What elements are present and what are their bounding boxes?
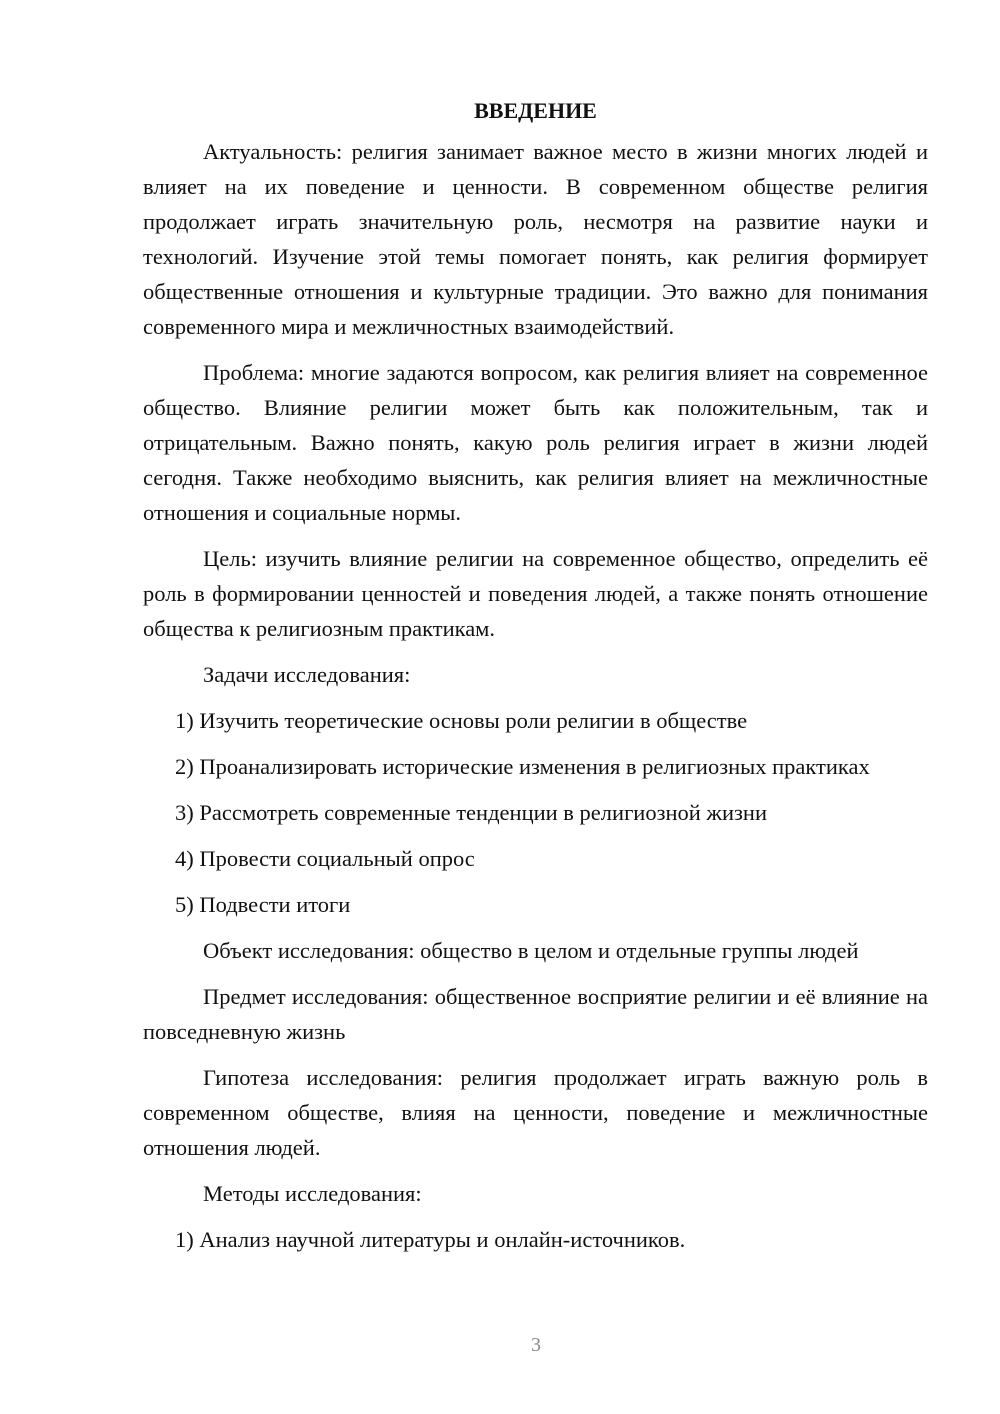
task-item: 2) Проанализировать исторические изменения в религиозных практиках <box>175 754 870 779</box>
page-body <box>143 93 928 1268</box>
tasks-heading: Задачи исследования: <box>203 662 411 687</box>
task-item: 5) Подвести итоги <box>175 892 351 917</box>
relevance-paragraph: Актуальность: религия занимает важное место в жизни многих людей и влияет на их поведение и ценности. В современном обществе религия продолжает играть значительную роль, несмотря на развитие науки и технологий. Изучение этой темы помогает понять, как религия формирует общественные отношения и культурные традиции. Это важно для понимания современного мира и межличностных взаимодействий. <box>143 139 928 339</box>
goal-paragraph: Цель: изучить влияние религии на современное общество, определить её роль в формировании ценностей и поведения людей, а также понять отношение общества к религиозным практикам. <box>143 546 928 641</box>
object-paragraph: Объект исследования: общество в целом и отдельные группы людей <box>203 938 859 963</box>
task-item: 3) Рассмотреть современные тенденции в религиозной жизни <box>175 800 767 825</box>
section-title: ВВЕДЕНИЕ <box>474 98 597 123</box>
method-item: 1) Анализ научной литературы и онлайн-источников. <box>175 1227 686 1252</box>
methods-heading: Методы исследования: <box>203 1181 422 1206</box>
page-number: 3 <box>531 1334 541 1356</box>
hypothesis-paragraph: Гипотеза исследования: религия продолжает играть важную роль в современном обществе, влияя на ценности, поведение и межличностные отношения людей. <box>143 1065 928 1160</box>
task-item: 1) Изучить теоретические основы роли религии в обществе <box>175 708 748 733</box>
problem-paragraph: Проблема: многие задаются вопросом, как религия влияет на современное общество. Влияние религии может быть как положительным, так и отрицательным. Важно понять, какую роль религия играет в жизни людей сегодня. Также необходимо выяснить, как религия влияет на межличностные отношения и социальные нормы. <box>143 360 928 525</box>
task-item: 4) Провести социальный опрос <box>175 846 475 871</box>
subject-paragraph: Предмет исследования: общественное восприятие религии и её влияние на повседневную жизнь <box>143 984 928 1044</box>
